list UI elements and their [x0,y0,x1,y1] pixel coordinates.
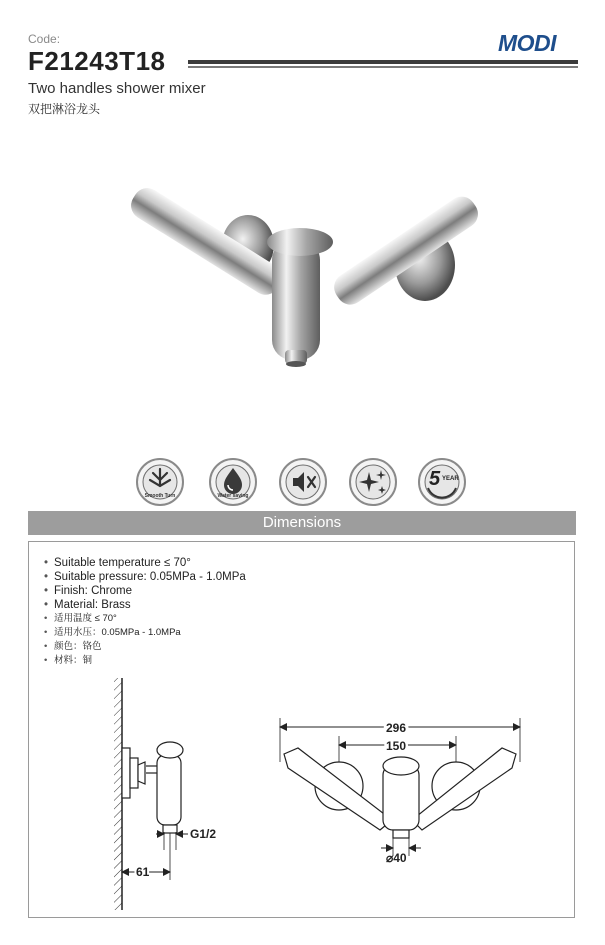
smooth-turn-icon [136,458,184,506]
mute-icon [279,458,327,506]
spec-item-zh: • 适用水压：0.05MPa - 1.0MPa [44,626,246,640]
spec-item: • Material: Brass [44,598,246,612]
spec-item: • Finish: Chrome [44,584,246,598]
total-width-dimension: 296 [386,721,407,735]
spec-list [44,556,246,668]
front-view [280,718,520,865]
sparkle-icon [349,458,397,506]
spec-item-zh: • 材料：铜 [44,654,246,668]
warranty-number: 5 [429,468,441,490]
product-name-zh: 双把淋浴龙头 [28,102,101,116]
feature-caption: Water saving [217,493,249,499]
spec-item: • Suitable temperature ≤ 70° [44,556,246,570]
section-header [28,511,576,535]
product-photo [120,180,495,380]
feature-caption: Smooth Turn [144,493,176,499]
feature-icons [136,458,476,510]
spec-item: • Suitable pressure: 0.05MPa - 1.0MPa [44,570,246,584]
wall-distance-dimension: 61 [136,865,150,879]
spec-item-zh: • 适用温度 ≤ 70° [44,612,246,626]
outlet-diameter-dimension: ⌀40 [386,851,407,865]
warranty-icon [418,458,466,506]
title-rule [188,60,578,70]
technical-drawing [100,670,570,920]
code-label: Code: [28,32,61,46]
section-title: Dimensions [262,514,342,531]
spec-item-zh: • 颜色：铬色 [44,640,246,654]
center-distance-dimension: 150 [386,739,407,753]
side-view [114,678,216,910]
water-saving-icon [209,458,257,506]
product-code: F21243T18 [28,46,166,76]
brand-logo: MODI [498,30,557,56]
product-name-en: Two handles shower mixer [28,80,206,97]
thread-dimension: G1/2 [190,827,217,841]
warranty-unit: YEAR [442,476,459,482]
